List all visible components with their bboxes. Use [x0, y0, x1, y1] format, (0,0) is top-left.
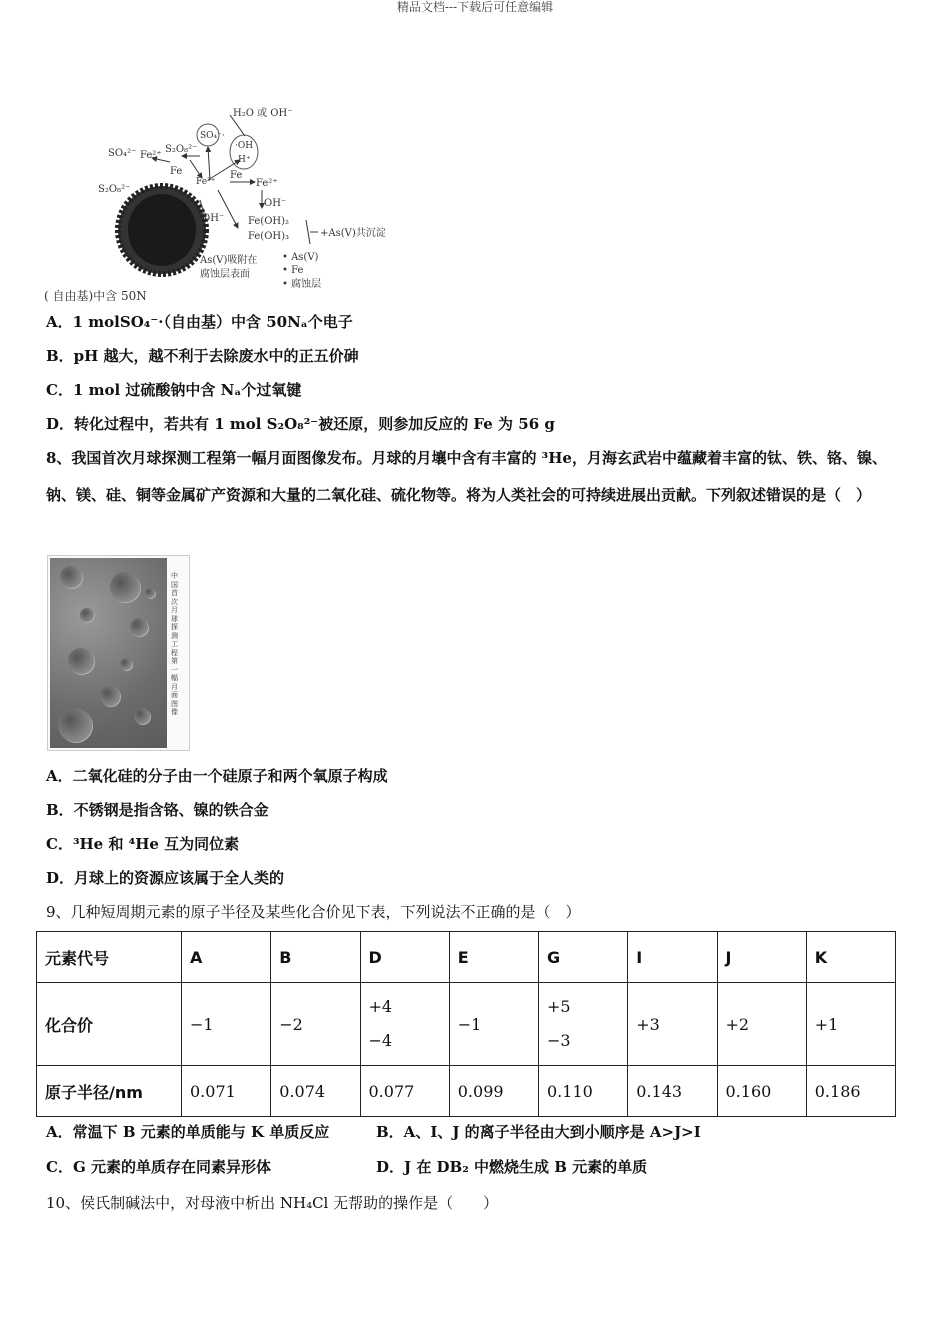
radius-cell: 0.110	[539, 1066, 628, 1117]
code-cell: G	[539, 932, 628, 983]
element-table	[36, 931, 896, 1117]
q8-option-a: A．二氧化硅的分子由一个硅原子和两个氧原子构成	[46, 767, 388, 785]
code-cell: A	[182, 932, 271, 983]
q9-option-d: D．J 在 DB₂ 中燃烧生成 B 元素的单质	[376, 1158, 648, 1176]
q9-option-c: C．G 元素的单质存在同素异形体	[46, 1158, 271, 1176]
table-row-valence	[37, 983, 896, 1066]
radius-cell: 0.099	[449, 1066, 538, 1117]
q8-option-d: D．月球上的资源应该属于全人类的	[46, 869, 285, 887]
moon-image-caption: 中国首次月球探测工程第一幅月面图像	[171, 572, 178, 716]
table-row-codes	[37, 932, 896, 983]
valence-cell: −1	[449, 983, 538, 1066]
label-fe2-b: Fe²⁺	[256, 178, 278, 189]
valence-cell: −1	[182, 983, 271, 1066]
radius-cell: 0.077	[360, 1066, 449, 1117]
q7-option-b: B．pH 越大，越不利于去除废水中的正五价砷	[46, 347, 359, 365]
label-coprecipitation: +As(V)共沉淀	[320, 228, 386, 239]
label-oh-b: OH⁻	[202, 213, 225, 224]
label-oh-radical: ·OH	[235, 141, 254, 151]
iron-particle-icon	[118, 186, 206, 274]
label-fe: Fe	[170, 166, 183, 177]
label-so4-radical: SO₄⁻·	[200, 131, 225, 141]
moon-surface-photo	[50, 558, 167, 748]
q8-option-c: C．³He 和 ⁴He 互为同位素	[46, 835, 240, 853]
row-label-radius: 原子半径/nm	[37, 1066, 182, 1117]
legend-fe: • Fe	[282, 265, 304, 276]
valence-cell: +1	[806, 983, 895, 1066]
mechanism-diagram	[44, 100, 420, 303]
label-adsorb-1: As(V)吸附在	[200, 255, 258, 266]
q7-option-c: C．1 mol 过硫酸钠中含 Nₐ个过氧键	[46, 381, 302, 399]
label-h-ion: H⁺	[238, 155, 251, 165]
valence-value: +4	[368, 997, 393, 1016]
radius-cell: 0.186	[806, 1066, 895, 1117]
label-s2o8-a: S₂O₈²⁻	[165, 144, 198, 155]
q8-option-b: B．不锈钢是指含铬、镍的铁合金	[46, 801, 269, 819]
moon-image	[47, 555, 190, 751]
q7-option-d: D．转化过程中，若共有 1 mol S₂O₈²⁻被还原，则参加反应的 Fe 为 56 g	[46, 415, 555, 433]
q9-option-a: A．常温下 B 元素的单质能与 K 单质反应	[46, 1123, 330, 1141]
valence-value: −4	[368, 1031, 393, 1050]
code-cell: B	[271, 932, 360, 983]
radius-cell: 0.143	[628, 1066, 717, 1117]
label-feoh3: Fe(OH)₃	[248, 231, 290, 242]
label-fe3: Fe³⁺	[196, 177, 216, 187]
q10-stem: 10、侯氏制碱法中，对母液中析出 NH₄Cl 无帮助的操作是（ ）	[46, 1194, 499, 1212]
legend-as: • As(V)	[282, 252, 319, 263]
q9-stem: 9、几种短周期元素的原子半径及某些化合价见下表，下列说法不正确的是（ ）	[46, 903, 581, 921]
label-fe2-a: Fe²⁺	[140, 150, 162, 161]
label-cut-off: ( 自由基)中含 50N	[44, 289, 147, 303]
valence-cell	[539, 983, 628, 1066]
code-cell: D	[360, 932, 449, 983]
row-label-code: 元素代号	[37, 932, 182, 983]
label-fe-arrow: Fe	[230, 170, 243, 181]
q8-stem: 8、我国首次月球探测工程第一幅月面图像发布。月球的月壤中含有丰富的 ³He，月海玄武岩中蕴藏着丰富的钛、铁、铬、镍、钠、镁、硅、铜等金属矿产资源和大量的二氧化硅、硫化物等。将为人类社会的可持续进展出贡献。下列叙述错误的是（ ）	[46, 449, 887, 504]
label-h2o: H₂O 或 OH⁻	[233, 108, 293, 119]
label-oh-a: OH⁻	[264, 198, 287, 209]
code-cell: K	[806, 932, 895, 983]
code-cell: I	[628, 932, 717, 983]
radius-cell: 0.074	[271, 1066, 360, 1117]
valence-cell: +3	[628, 983, 717, 1066]
row-label-valence: 化合价	[37, 983, 182, 1066]
code-cell: E	[449, 932, 538, 983]
q7-option-a: A．1 molSO₄⁻·（自由基）中含 50Nₐ个电子	[46, 313, 353, 331]
valence-cell: +2	[717, 983, 806, 1066]
label-feoh2: Fe(OH)₂	[248, 216, 290, 227]
legend-corrosion: • 腐蚀层	[282, 279, 322, 290]
valence-cell	[360, 983, 449, 1066]
valence-value: +5	[547, 997, 571, 1016]
label-s2o8-b: S₂O₈²⁻	[98, 184, 131, 195]
label-adsorb-2: 腐蚀层表面	[200, 269, 250, 280]
code-cell: J	[717, 932, 806, 983]
table-row-radius	[37, 1066, 896, 1117]
q9-option-b: B．A、I、J 的离子半径由大到小顺序是 A>J>I	[376, 1123, 701, 1141]
radius-cell: 0.071	[182, 1066, 271, 1117]
valence-value: −3	[547, 1031, 571, 1050]
radius-cell: 0.160	[717, 1066, 806, 1117]
label-so4-ion-top: SO₄²⁻	[108, 148, 137, 159]
page-header: 精品文档---下载后可任意编辑	[396, 0, 554, 14]
valence-cell: −2	[271, 983, 360, 1066]
